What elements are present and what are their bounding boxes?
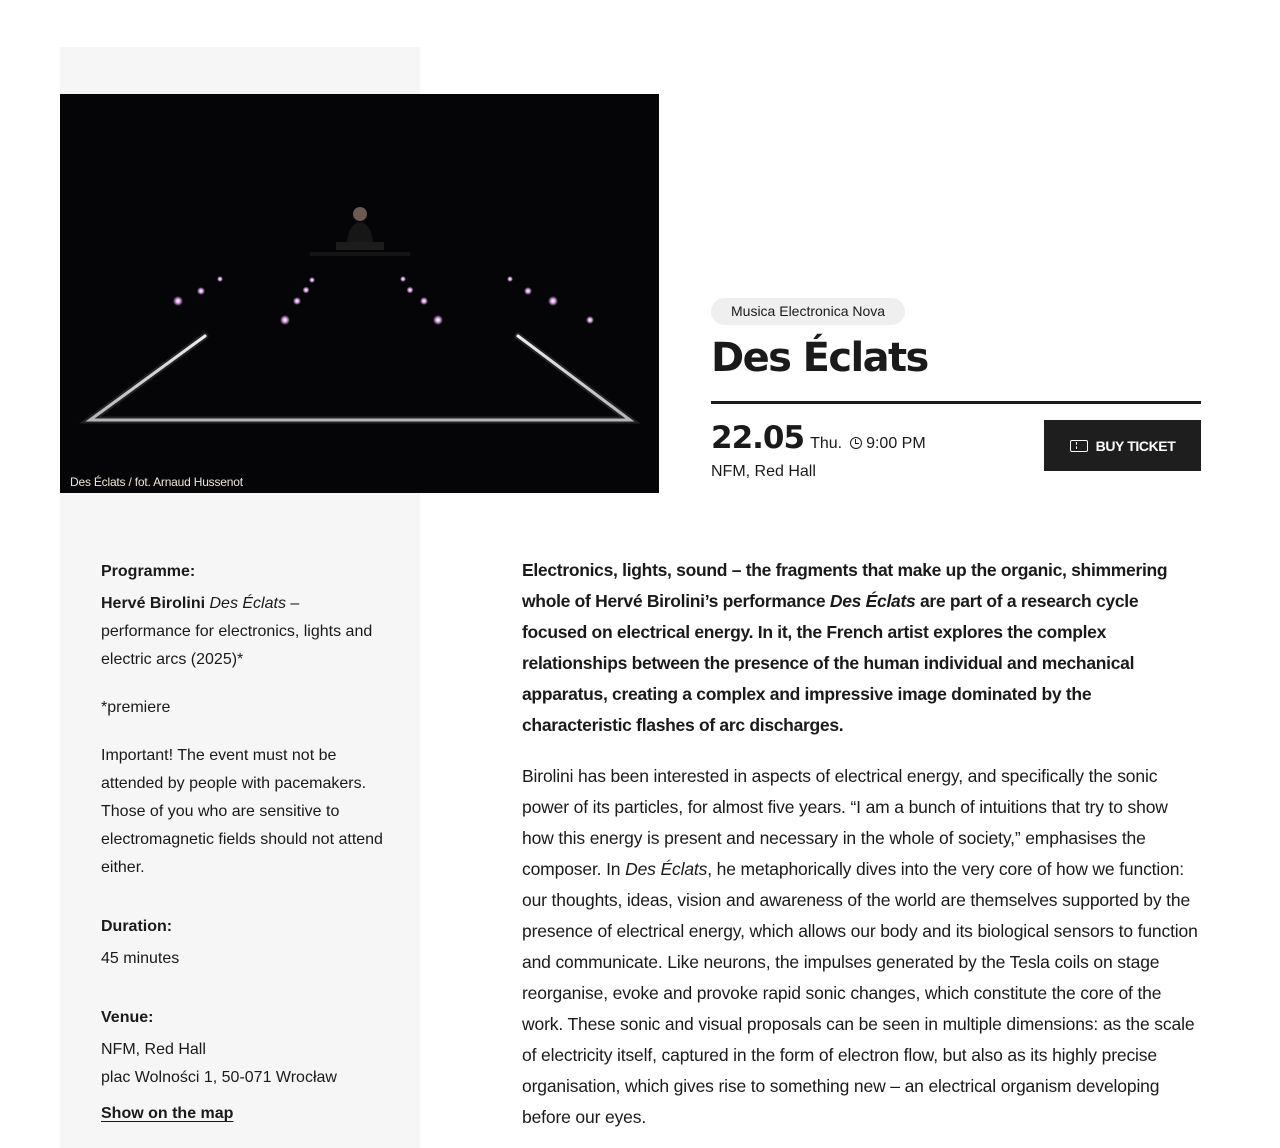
header-divider <box>711 401 1201 404</box>
ticket-icon <box>1070 440 1088 452</box>
hero-caption: Des Éclats / fot. Arnaud Hussenot <box>70 475 243 489</box>
premiere-note: *premiere <box>101 699 171 716</box>
venue-heading: Venue: <box>101 1009 154 1026</box>
event-venue: NFM, Red Hall <box>711 463 816 480</box>
event-time: 9:00 PM <box>866 435 926 452</box>
buy-ticket-button[interactable] <box>1044 420 1201 471</box>
work-description: – performance for electronics, lights and electric arcs (2025)* <box>101 595 373 668</box>
event-date: 22.05 <box>711 420 805 456</box>
show-on-map-link[interactable]: Show on the map <box>101 1105 234 1122</box>
composer-name: Hervé Birolini <box>101 595 206 612</box>
lead-paragraph <box>522 555 1201 741</box>
duration-value: 45 minutes <box>101 950 180 967</box>
venue-address: plac Wolności 1, 50-071 Wrocław <box>101 1069 337 1086</box>
event-details-sidebar <box>101 558 391 1128</box>
programme-entry <box>101 590 391 674</box>
clock-icon <box>850 437 862 449</box>
programme-heading: Programme: <box>101 563 196 580</box>
festival-tag[interactable]: Musica Electronica Nova <box>711 298 905 325</box>
event-meta <box>711 420 1201 480</box>
body-work-title: Des Éclats <box>625 859 708 879</box>
hero-image <box>60 94 659 493</box>
lead-work-title: Des Éclats <box>829 591 916 611</box>
venue-name: NFM, Red Hall <box>101 1041 206 1058</box>
event-header <box>711 298 1201 480</box>
event-weekday: Thu. <box>810 435 843 452</box>
buy-ticket-label: BUY TICKET <box>1095 437 1176 454</box>
work-title: Des Éclats <box>209 595 286 612</box>
stage-illustration <box>60 94 659 493</box>
body-text-1: Birolini has been interested in aspects of electrical energy, and specifically the sonic power of its particles, for almost five years. “I am a bunch of intuitions that try to show how this energy is present and necessary in the whole of society,” emphasises the composer. In <box>522 766 1168 879</box>
duration-heading: Duration: <box>101 918 173 935</box>
body-text-2: , he metaphorically dives into the very core of how we function: our thoughts, ideas, vision and awareness of the world are themselves supported by the presence of electrical energy, which allows our body and its biological sensors to function and communicate. Like neurons, the impulses generated by the Tesla coils on stage reorganise, evoke and provoke rapid sonic changes, which constitute the core of the work. These sonic and visual proposals can be seen in multiple dimensions: as the scale of electricity itself, captured in the form of electron flow, but also as its highly precise organisation, which gives rise to something new – an electrical organism developing before our eyes. <box>522 859 1198 1127</box>
event-description <box>522 555 1201 1133</box>
health-warning: Important! The event must not be attended by people with pacemakers. Those of you who are sensitive to electromagnetic fields should not attend either. <box>101 747 383 876</box>
body-paragraph <box>522 761 1201 1133</box>
lead-text-2: are part of a research cycle focused on electrical energy. In it, the French artist explores the complex relationships between the presence of the human individual and mechanical apparatus, creating a complex and impressive image dominated by the characteristic flashes of arc discharges. <box>522 591 1139 735</box>
event-title: Des Éclats <box>711 335 928 381</box>
lead-text-1: Electronics, lights, sound – the fragments that make up the organic, shimmering whole of Hervé Birolini’s performance <box>522 560 1168 611</box>
